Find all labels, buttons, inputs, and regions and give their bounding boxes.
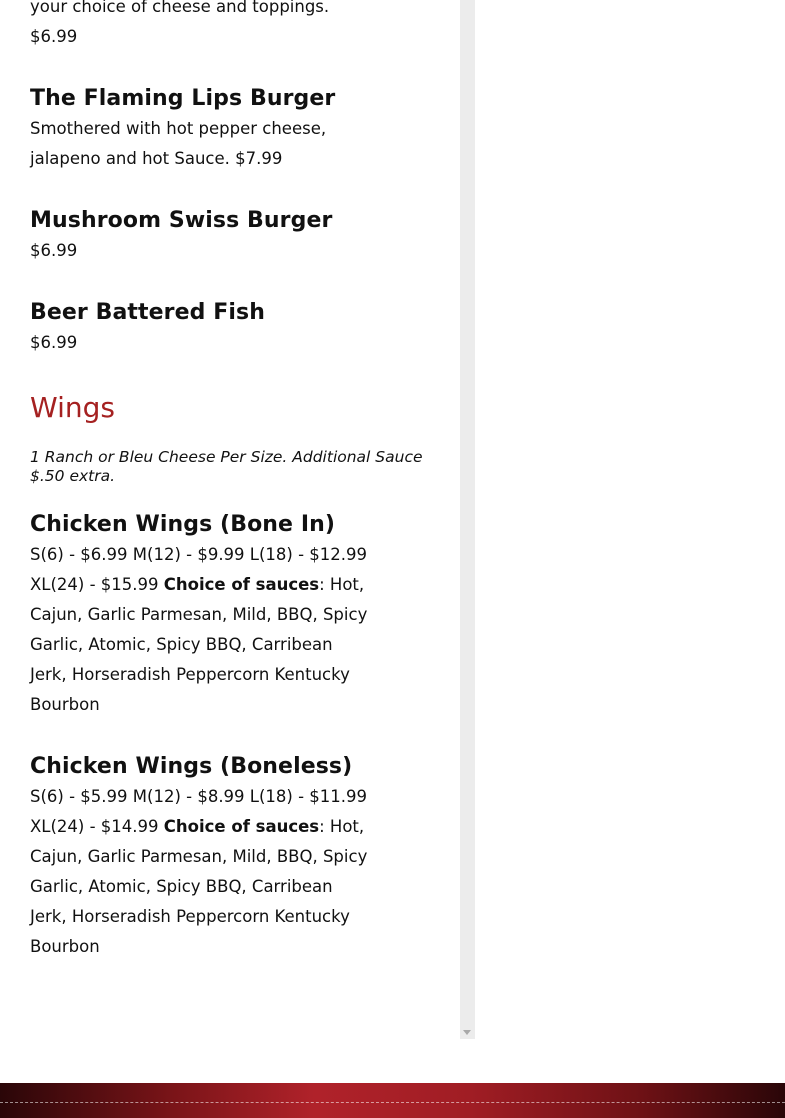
item-sizes-sauces: [30, 812, 430, 842]
footer-band: [0, 1083, 785, 1118]
menu-item: [30, 298, 430, 358]
item-sizes: S(6) - $6.99 M(12) - $9.99 L(18) - $12.99: [30, 545, 368, 564]
item-size-xl: XL(24) - $14.99: [30, 817, 164, 836]
sauce-list-line: Jerk, Horseradish Peppercorn Kentucky: [30, 907, 350, 926]
menu-content: [30, 0, 430, 994]
item-price: $6.99: [30, 241, 78, 260]
sauce-list-line: Cajun, Garlic Parmesan, Mild, BBQ, Spicy: [30, 605, 368, 624]
menu-item-partial: [30, 0, 430, 52]
item-name: Chicken Wings (Bone In): [30, 512, 336, 537]
scroll-down-arrow-icon[interactable]: [463, 1030, 471, 1035]
sauce-label: Choice of sauces: [163, 817, 320, 836]
item-description: your choice of cheese and toppings.: [30, 0, 330, 16]
sauce-label: Choice of sauces: [163, 575, 320, 594]
sauce-list-line: Bourbon: [30, 695, 100, 714]
section-note-line: $.50 extra.: [30, 467, 116, 485]
section-note-line: 1 Ranch or Bleu Cheese Per Size. Additional Sauce: [30, 448, 423, 466]
item-sizes-sauces: [30, 570, 430, 600]
section-title-wings: Wings: [30, 391, 115, 424]
sauce-list-line: Garlic, Atomic, Spicy BBQ, Carribean: [30, 635, 333, 654]
sauce-list-line: Jerk, Horseradish Peppercorn Kentucky: [30, 665, 350, 684]
item-name: Mushroom Swiss Burger: [30, 208, 333, 233]
item-sizes: S(6) - $5.99 M(12) - $8.99 L(18) - $11.99: [30, 787, 368, 806]
vertical-scrollbar[interactable]: [460, 0, 475, 1039]
menu-item: [30, 84, 430, 174]
item-size-xl: XL(24) - $15.99: [30, 575, 164, 594]
item-name: Beer Battered Fish: [30, 300, 265, 325]
sauce-list-line: Cajun, Garlic Parmesan, Mild, BBQ, Spicy: [30, 847, 368, 866]
item-description: Smothered with hot pepper cheese,: [30, 119, 327, 138]
item-price: $6.99: [30, 27, 78, 46]
menu-item: [30, 206, 430, 266]
sauce-first: : Hot,: [319, 575, 365, 594]
item-name: Chicken Wings (Boneless): [30, 754, 353, 779]
item-name: The Flaming Lips Burger: [30, 86, 336, 111]
sauce-first: : Hot,: [319, 817, 365, 836]
sauce-list-line: Garlic, Atomic, Spicy BBQ, Carribean: [30, 877, 333, 896]
item-price: $6.99: [30, 333, 78, 352]
footer-stitch-divider: [0, 1102, 785, 1103]
sauce-list-line: Bourbon: [30, 937, 100, 956]
menu-item: [30, 510, 430, 720]
item-description: jalapeno and hot Sauce. $7.99: [30, 149, 283, 168]
section-note: [30, 448, 430, 486]
menu-item: [30, 752, 430, 962]
